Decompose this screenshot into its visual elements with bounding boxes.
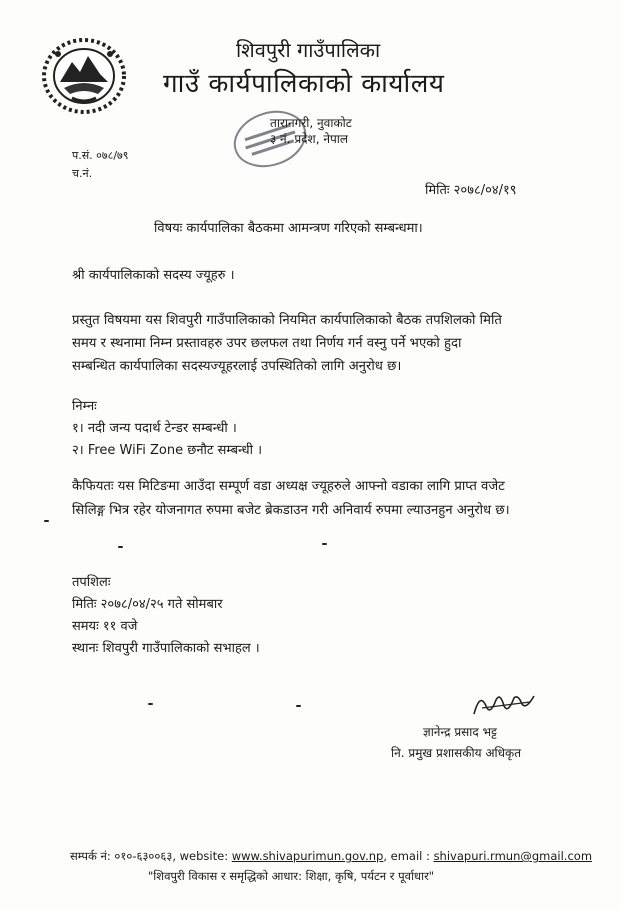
body-line: प्रस्तुत विषयमा यस शिवपुरी गाउँपालिकाको नियमित कार्यपालिकाको बैठक तपशिलको मिति	[72, 313, 502, 328]
salutation: श्री कार्यपालिकाको सदस्य ज्यूहरु ।	[72, 268, 235, 283]
letter-date: मितिः २०७८/०४/१९	[425, 183, 517, 198]
agenda-heading: निम्नः	[72, 399, 97, 414]
dispatch-number: च.नं.	[72, 167, 93, 180]
scan-speck	[296, 705, 301, 707]
scan-speck	[322, 543, 327, 545]
contact-label: सम्पर्क नं: ०१०-६३००६३, website:	[70, 849, 232, 863]
footer-contact	[70, 849, 592, 864]
agenda-item: २। Free WiFi Zone छनौट सम्बन्धी ।	[72, 443, 263, 458]
schedule-venue: स्थानः शिवपुरी गाउँपालिकाको सभाहल ।	[72, 641, 260, 656]
agenda-item: १। नदी जन्य पदार्थ टेन्डर सम्बन्धी ।	[72, 421, 237, 436]
note-line: कैफियतः यस मिटिङमा आउँदा सम्पूर्ण वडा अध्यक्ष ज्यूहरुले आफ्नो वडाका लागि प्राप्त वजेट	[72, 479, 505, 494]
reference-number: प.सं. ०७८/७९	[72, 149, 129, 162]
schedule-date: मितिः २०७८/०४/२५ गते सोमबार	[72, 597, 223, 612]
office-name: शिवपुरी गाउँपालिका	[236, 38, 381, 62]
signature-icon	[470, 688, 540, 720]
letter-subject: विषयः कार्यपालिका बैठकमा आमन्त्रण गरिएको सम्बन्धमा।	[154, 221, 423, 236]
footer-slogan: "शिवपुरी विकास र समृद्धिको आधार: शिक्षा, कृषि, पर्यटन र पूर्वाधार"	[148, 869, 435, 883]
office-title: गाउँ कार्यपालिकाको कार्यालय	[163, 69, 445, 99]
signatory-name: ज्ञानेन्द्र प्रसाद भट्ट	[423, 725, 497, 739]
office-address: तारानगरी, नुवाकोट ३ नं. प्रदेश, नेपाल	[270, 116, 352, 146]
email-link[interactable]: shivapuri.rmun@gmail.com	[433, 849, 593, 863]
note-line: सिलिङ्ग भित्र रहेर योजनागत रुपमा बजेट ब्रेकडाउन गरी अनिवार्य रुपमा ल्याउनहुन अनुरोध छ।	[72, 503, 510, 518]
schedule-time: समयः ११ वजे	[72, 619, 138, 634]
nepal-emblem-icon	[38, 32, 130, 116]
scan-speck	[118, 546, 123, 548]
scan-speck	[44, 520, 49, 522]
scan-speck	[148, 703, 153, 705]
website-link[interactable]: www.shivapurimun.gov.np	[231, 849, 384, 863]
body-line: सम्बन्धित कार्यपालिका सदस्यज्यूहरलाई उपस्थितिको लागि अनुरोध छ।	[72, 359, 402, 374]
body-line: समय र स्थनामा निम्न प्रस्तावहरु उपर छलफल तथा निर्णय गर्न वस्नु पर्ने भएको हुदा	[72, 336, 462, 351]
schedule-heading: तपशिलः	[72, 575, 111, 590]
email-label: , email :	[383, 849, 434, 863]
signatory-title: नि. प्रमुख प्रशासकीय अधिकृत	[391, 746, 522, 760]
